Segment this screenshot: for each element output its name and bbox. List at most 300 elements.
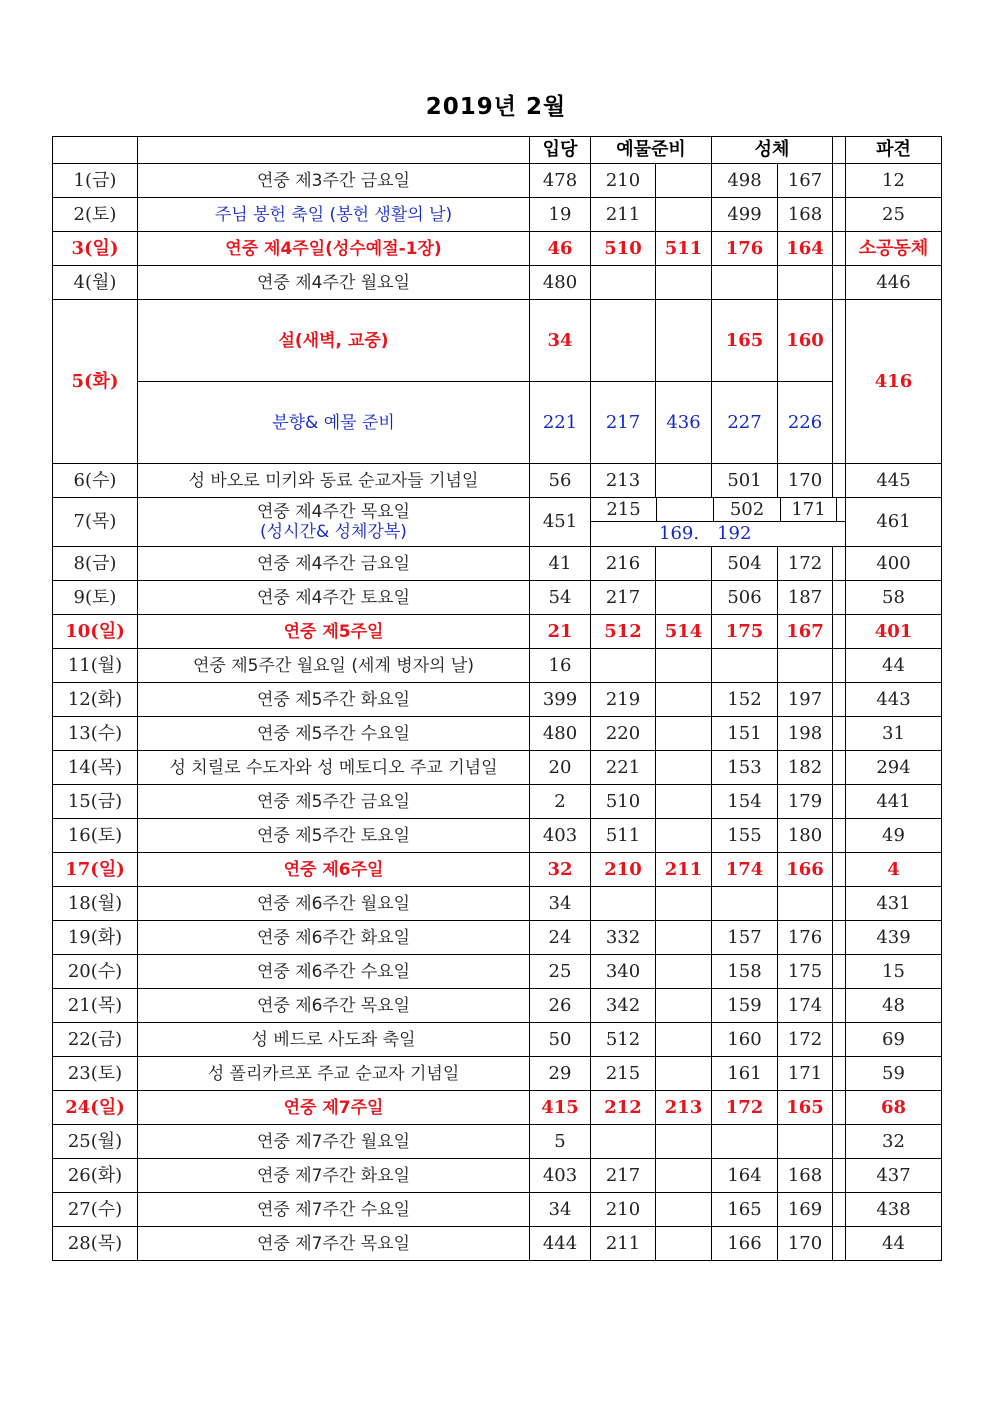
header-name [138, 137, 530, 164]
header-pagyeon: 파견 [846, 137, 942, 164]
row-pagyeon: 59 [846, 1057, 942, 1091]
row-date: 14(목) [53, 751, 138, 785]
row-value: 16 [530, 649, 591, 683]
row-value [656, 785, 712, 819]
page-title: 2019년 2월 [425, 94, 567, 120]
row-value [656, 989, 712, 1023]
table-row [53, 300, 942, 382]
row-pagyeon: 4 [846, 853, 942, 887]
row-value: 34 [530, 300, 591, 382]
row-pagyeon: 439 [846, 921, 942, 955]
row-name: 성 베드로 사도좌 축일 [138, 1023, 530, 1057]
row-pagyeon: 12 [846, 164, 942, 198]
table-row [53, 266, 942, 300]
row-value: 444 [530, 1227, 591, 1261]
row-pagyeon: 445 [846, 464, 942, 498]
row-value [656, 921, 712, 955]
row-value: 478 [530, 164, 591, 198]
row-value: 170 [778, 1227, 833, 1261]
row-spacer [833, 989, 846, 1023]
row-value: 436 [656, 382, 712, 464]
row-value: 217 [591, 581, 656, 615]
row-value: 19 [530, 198, 591, 232]
row-value [656, 1023, 712, 1057]
row-name: 연중 제3주간 금요일 [138, 164, 530, 198]
row-date: 17(일) [53, 853, 138, 887]
table-row [53, 989, 942, 1023]
row-value: 499 [712, 198, 778, 232]
row-value: 172 [712, 1091, 778, 1125]
row-name: 연중 제4주간 토요일 [138, 581, 530, 615]
row-value [712, 1125, 778, 1159]
row-pagyeon: 400 [846, 547, 942, 581]
row-value: 165 [712, 1193, 778, 1227]
row-pagyeon: 32 [846, 1125, 942, 1159]
table-row [53, 581, 942, 615]
table-row [53, 232, 942, 266]
row-value [656, 955, 712, 989]
row-value: 25 [530, 955, 591, 989]
row-value: 211 [591, 198, 656, 232]
row-value [778, 1125, 833, 1159]
row-date: 6(수) [53, 464, 138, 498]
row-pagyeon: 401 [846, 615, 942, 649]
row-value: 151 [712, 717, 778, 751]
table-row [53, 853, 942, 887]
row-value: 212 [591, 1091, 656, 1125]
row-pagyeon: 68 [846, 1091, 942, 1125]
row-pagyeon: 438 [846, 1193, 942, 1227]
table-header-row [53, 137, 942, 164]
row-name: 연중 제4주간 월요일 [138, 266, 530, 300]
row-value [778, 266, 833, 300]
row-name: 연중 제6주간 월요일 [138, 887, 530, 921]
row-value: 216 [591, 547, 656, 581]
header-yemul: 예물준비 [591, 137, 712, 164]
table-row [53, 198, 942, 232]
table-row [53, 1227, 942, 1261]
row-name-line1: 연중 제4주간 목요일 [257, 502, 410, 522]
row-value: 506 [712, 581, 778, 615]
row-date: 10(일) [53, 615, 138, 649]
row-value: 502 [714, 498, 781, 521]
row-pagyeon: 25 [846, 198, 942, 232]
row-value: 501 [712, 464, 778, 498]
row-value [591, 266, 656, 300]
row-spacer [833, 164, 846, 198]
table-row [53, 649, 942, 683]
row-value [591, 1125, 656, 1159]
row-date: 1(금) [53, 164, 138, 198]
row-value: 175 [778, 955, 833, 989]
row-value: 451 [530, 498, 591, 547]
row-value: 221 [530, 382, 591, 464]
row-value: 175 [712, 615, 778, 649]
row-spacer [833, 464, 846, 498]
row-value [656, 266, 712, 300]
row-value: 158 [712, 955, 778, 989]
row-value [657, 498, 714, 521]
row-date: 11(월) [53, 649, 138, 683]
table-row [53, 819, 942, 853]
row-value: 221 [591, 751, 656, 785]
row-value: 213 [656, 1091, 712, 1125]
row-value [712, 266, 778, 300]
row-split-area [591, 498, 846, 547]
row-value: 169 [778, 1193, 833, 1227]
row-value: 152 [712, 683, 778, 717]
row-value: 159 [712, 989, 778, 1023]
row-value: 220 [591, 717, 656, 751]
row-value: 198 [778, 717, 833, 751]
row-pagyeon: 294 [846, 751, 942, 785]
row-date: 28(목) [53, 1227, 138, 1261]
header-spacer [833, 137, 846, 164]
row-name: 연중 제7주간 화요일 [138, 1159, 530, 1193]
row-date: 19(화) [53, 921, 138, 955]
schedule-table [52, 136, 942, 1261]
row-value: 403 [530, 1159, 591, 1193]
row-date: 20(수) [53, 955, 138, 989]
row-value [778, 649, 833, 683]
header-seongche: 성체 [712, 137, 833, 164]
row-spacer [833, 649, 846, 683]
row-value: 154 [712, 785, 778, 819]
row-value: 153 [712, 751, 778, 785]
row-value: 160 [778, 300, 833, 382]
row-value: 164 [712, 1159, 778, 1193]
row-value [656, 1125, 712, 1159]
row-value: 160 [712, 1023, 778, 1057]
table-row [53, 1023, 942, 1057]
row-spacer [833, 1193, 846, 1227]
row-value: 514 [656, 615, 712, 649]
row-value: 176 [712, 232, 778, 266]
row-value: 171 [781, 498, 837, 521]
row-value: 403 [530, 819, 591, 853]
row-value: 182 [778, 751, 833, 785]
row-value: 512 [591, 615, 656, 649]
row-pagyeon: 44 [846, 649, 942, 683]
row-date: 24(일) [53, 1091, 138, 1125]
row-pagyeon: 44 [846, 1227, 942, 1261]
row-name: 성 폴리카르포 주교 순교자 기념일 [138, 1057, 530, 1091]
table-row [53, 464, 942, 498]
row-pagyeon: 461 [846, 498, 942, 547]
row-name: 주님 봉헌 축일 (봉헌 생활의 날) [138, 198, 530, 232]
row-name: 성 치릴로 수도자와 성 메토디오 주교 기념일 [138, 751, 530, 785]
row-spacer [833, 1125, 846, 1159]
row-value: 174 [712, 853, 778, 887]
row-value [656, 819, 712, 853]
row-date: 7(목) [53, 498, 138, 547]
row-value [656, 198, 712, 232]
row-value [656, 581, 712, 615]
row-value [591, 887, 656, 921]
row-value: 480 [530, 717, 591, 751]
row-value [778, 887, 833, 921]
row-spacer [833, 887, 846, 921]
row-date: 8(금) [53, 547, 138, 581]
table-row [53, 1125, 942, 1159]
row-value: 227 [712, 382, 778, 464]
row-name: 연중 제4주일(성수예절-1장) [138, 232, 530, 266]
row-value: 168 [778, 198, 833, 232]
row-value: 34 [530, 887, 591, 921]
row-spacer [833, 581, 846, 615]
row-value: 32 [530, 853, 591, 887]
row-name: 연중 제5주간 토요일 [138, 819, 530, 853]
row-date: 12(화) [53, 683, 138, 717]
row-value: 5 [530, 1125, 591, 1159]
row-value: 168 [778, 1159, 833, 1193]
row-name: 연중 제6주간 수요일 [138, 955, 530, 989]
row-date: 15(금) [53, 785, 138, 819]
row-value: 504 [712, 547, 778, 581]
row-spacer [833, 232, 846, 266]
row-value [656, 717, 712, 751]
row-value: 56 [530, 464, 591, 498]
row-value: 342 [591, 989, 656, 1023]
row-value: 26 [530, 989, 591, 1023]
table-row [53, 717, 942, 751]
row-value [591, 649, 656, 683]
row-pagyeon: 437 [846, 1159, 942, 1193]
row-value: 512 [591, 1023, 656, 1057]
row-spacer [833, 1057, 846, 1091]
row-value: 46 [530, 232, 591, 266]
row-spacer [833, 921, 846, 955]
table-row [53, 615, 942, 649]
table-body [53, 164, 942, 1261]
table-row [53, 1057, 942, 1091]
row-value [656, 164, 712, 198]
row-value: 41 [530, 547, 591, 581]
row-value [656, 1227, 712, 1261]
row-extra-2: 192 [717, 523, 752, 544]
row-value [712, 887, 778, 921]
row-value: 172 [778, 1023, 833, 1057]
row-name: 연중 제6주일 [138, 853, 530, 887]
row-value: 415 [530, 1091, 591, 1125]
row-value: 340 [591, 955, 656, 989]
row-name: 연중 제7주일 [138, 1091, 530, 1125]
row-pagyeon: 48 [846, 989, 942, 1023]
row-value [656, 683, 712, 717]
row-date: 25(월) [53, 1125, 138, 1159]
table-row [53, 1193, 942, 1227]
row-spacer [833, 751, 846, 785]
row-value: 2 [530, 785, 591, 819]
row-value: 24 [530, 921, 591, 955]
row-value: 54 [530, 581, 591, 615]
row-name [138, 498, 530, 547]
row-value [656, 1159, 712, 1193]
row-value [656, 1193, 712, 1227]
row-value: 510 [591, 232, 656, 266]
row-value: 187 [778, 581, 833, 615]
row-value: 332 [591, 921, 656, 955]
row-date: 13(수) [53, 717, 138, 751]
row-spacer [833, 300, 846, 464]
table-row [53, 785, 942, 819]
row-date: 22(금) [53, 1023, 138, 1057]
row-name: 연중 제5주간 화요일 [138, 683, 530, 717]
row-name: 연중 제5주간 월요일 (세계 병자의 날) [138, 649, 530, 683]
row-value: 510 [591, 785, 656, 819]
table-row [53, 1159, 942, 1193]
row-value: 211 [591, 1227, 656, 1261]
row-value: 179 [778, 785, 833, 819]
row-spacer [833, 547, 846, 581]
row-value: 215 [591, 1057, 656, 1091]
row-spacer [833, 615, 846, 649]
row-name: 연중 제6주간 화요일 [138, 921, 530, 955]
row-value: 171 [778, 1057, 833, 1091]
table-row [53, 1091, 942, 1125]
row-value: 166 [712, 1227, 778, 1261]
row-value: 34 [530, 1193, 591, 1227]
row-value: 210 [591, 853, 656, 887]
row-name: 연중 제5주일 [138, 615, 530, 649]
row-name: 분향& 예물 준비 [138, 382, 530, 464]
row-value: 197 [778, 683, 833, 717]
table-row [53, 382, 942, 464]
row-name: 연중 제6주간 목요일 [138, 989, 530, 1023]
row-value: 161 [712, 1057, 778, 1091]
table-row [53, 498, 942, 547]
row-spacer [833, 266, 846, 300]
row-spacer [833, 717, 846, 751]
row-value: 219 [591, 683, 656, 717]
row-value [656, 649, 712, 683]
row-value [656, 300, 712, 382]
table-row [53, 683, 942, 717]
table-row [53, 547, 942, 581]
row-name: 연중 제5주간 금요일 [138, 785, 530, 819]
row-value: 215 [591, 498, 657, 521]
row-value: 174 [778, 989, 833, 1023]
row-date: 2(토) [53, 198, 138, 232]
header-ipdang: 입당 [530, 137, 591, 164]
row-value: 50 [530, 1023, 591, 1057]
row-date: 9(토) [53, 581, 138, 615]
row-value: 176 [778, 921, 833, 955]
row-value: 213 [591, 464, 656, 498]
row-spacer [833, 683, 846, 717]
row-date: 4(월) [53, 266, 138, 300]
row-name-line2: (성시간& 성체강복) [260, 522, 407, 542]
row-value: 210 [591, 1193, 656, 1227]
row-value: 511 [656, 232, 712, 266]
row-spacer [833, 1227, 846, 1261]
row-pagyeon: 416 [846, 300, 942, 464]
table-row [53, 955, 942, 989]
row-value: 165 [778, 1091, 833, 1125]
row-name: 성 바오로 미키와 동료 순교자들 기념일 [138, 464, 530, 498]
row-pagyeon: 431 [846, 887, 942, 921]
row-date: 23(토) [53, 1057, 138, 1091]
row-value: 29 [530, 1057, 591, 1091]
row-value: 164 [778, 232, 833, 266]
row-value: 157 [712, 921, 778, 955]
table-row [53, 751, 942, 785]
row-spacer [833, 1091, 846, 1125]
row-value [656, 751, 712, 785]
row-value [591, 300, 656, 382]
row-value: 217 [591, 1159, 656, 1193]
row-pagyeon: 69 [846, 1023, 942, 1057]
row-value [656, 464, 712, 498]
header-date [53, 137, 138, 164]
row-value: 170 [778, 464, 833, 498]
row-value: 20 [530, 751, 591, 785]
table-row [53, 921, 942, 955]
row-value [656, 887, 712, 921]
row-pagyeon: 49 [846, 819, 942, 853]
row-value: 166 [778, 853, 833, 887]
row-name: 연중 제4주간 금요일 [138, 547, 530, 581]
table-row [53, 164, 942, 198]
row-value: 210 [591, 164, 656, 198]
row-value: 167 [778, 164, 833, 198]
row-value: 21 [530, 615, 591, 649]
row-name: 연중 제5주간 수요일 [138, 717, 530, 751]
row-value: 155 [712, 819, 778, 853]
row-spacer [833, 955, 846, 989]
row-value: 172 [778, 547, 833, 581]
row-value: 217 [591, 382, 656, 464]
row-value: 167 [778, 615, 833, 649]
row-pagyeon: 소공동체 [846, 232, 942, 266]
row-date: 3(일) [53, 232, 138, 266]
row-value [712, 649, 778, 683]
row-date: 26(화) [53, 1159, 138, 1193]
row-pagyeon: 15 [846, 955, 942, 989]
row-extra-1: 169. [659, 523, 700, 544]
row-date: 21(목) [53, 989, 138, 1023]
row-spacer [833, 1023, 846, 1057]
row-value [656, 1057, 712, 1091]
row-value: 211 [656, 853, 712, 887]
row-pagyeon: 58 [846, 581, 942, 615]
row-date: 18(월) [53, 887, 138, 921]
row-spacer [833, 785, 846, 819]
row-name: 연중 제7주간 월요일 [138, 1125, 530, 1159]
row-pagyeon: 31 [846, 717, 942, 751]
row-date: 16(토) [53, 819, 138, 853]
row-spacer [833, 819, 846, 853]
row-value [656, 547, 712, 581]
row-spacer [833, 853, 846, 887]
row-value: 480 [530, 266, 591, 300]
row-value: 511 [591, 819, 656, 853]
row-date: 5(화) [53, 300, 138, 464]
row-value: 498 [712, 164, 778, 198]
row-date: 27(수) [53, 1193, 138, 1227]
row-value: 180 [778, 819, 833, 853]
row-value: 165 [712, 300, 778, 382]
row-spacer [833, 198, 846, 232]
table-row [53, 887, 942, 921]
row-value: 399 [530, 683, 591, 717]
row-name: 연중 제7주간 목요일 [138, 1227, 530, 1261]
row-spacer [833, 1159, 846, 1193]
row-name: 설(새벽, 교중) [138, 300, 530, 382]
row-pagyeon: 443 [846, 683, 942, 717]
row-pagyeon: 441 [846, 785, 942, 819]
row-name: 연중 제7주간 수요일 [138, 1193, 530, 1227]
